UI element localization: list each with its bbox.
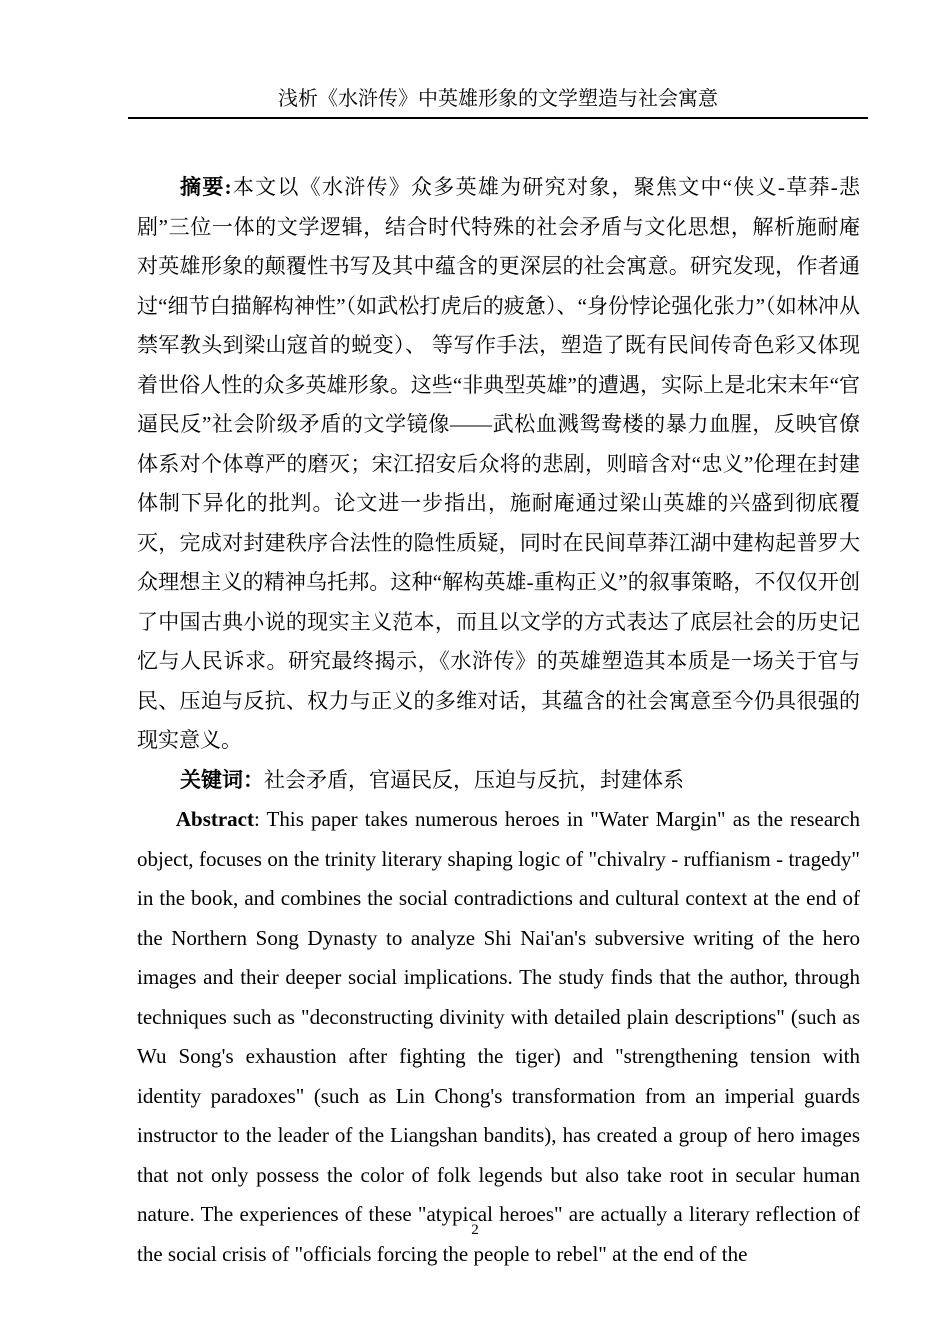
abstract-cn-paragraph [137,168,860,761]
page-number [0,1222,950,1239]
keywords-line [137,761,860,801]
keywords-label: 关键词： [180,767,265,792]
running-head [128,86,868,119]
abstract-en-label: Abstract [175,807,254,831]
page-body [137,168,860,1274]
running-head-title: 浅析《水浒传》中英雄形象的文学塑造与社会寓意 [278,88,718,110]
abstract-cn-text: 本文以《水浒传》众多英雄为研究对象，聚焦文中“侠义-草莽-悲剧”三位一体的文学逻辑，结合时代特殊的社会矛盾与文化思想，解析施耐庵对英雄形象的颠覆性书写及其中蕴含的更深层的社会寓意。研究发现，作者通过“细节白描解构神性”（如武松打虎后的疲惫）、“身份悖论强化张力”（如林冲从禁军教头到梁山寇首的蜕变）、 等写作手法，塑造了既有民间传奇色彩又体现着世俗人性的众多英雄形象。这些“非典型英雄”的遭遇，实际上是北宋末年“官逼民反”社会阶级矛盾的文学镜像——武松血溅鸳鸯楼的暴力血腥，反映官僚体系对个体尊严的磨灭；宋江招安后众将的悲剧，则暗含对“忠义”伦理在封建体制下异化的批判。论文进一步指出，施耐庵通过梁山英雄的兴盛到彻底覆灭，完成对封建秩序合法性的隐性质疑，同时在民间草莽江湖中建构起普罗大众理想主义的精神乌托邦。这种“解构英雄-重构正义”的叙事策略，不仅仅开创了中国古典小说的现实主义范本，而且以文学的方式表达了底层社会的历史记忆与人民诉求。研究最终揭示，《水浒传》的英雄塑造其本质是一场关于官与民、压迫与反抗、权力与正义的多维对话，其蕴含的社会寓意至今仍具很强的现实意义。 [137,175,860,752]
page-number-value: 2 [471,1222,479,1238]
abstract-cn-label: 摘要: [180,175,232,199]
abstract-en-paragraph [137,800,860,1274]
abstract-en-text: : This paper takes numerous heroes in "Water Margin" as the research object, focuses on the trinity literary shaping logic of "chivalry - ruffianism - tragedy" in the book, and combines the social contradictions and cultural context at the end of the Northern Song Dynasty to analyze Shi Nai'an's subversive writing of the hero images and their deeper social implications. The study finds that the author, through techniques such as "deconstructing divinity with detailed plain descriptions" (such as Wu Song's exhaustion after fighting the tiger) and "strengthening tension with identity paradoxes" (such as Lin Chong's transformation from an imperial guards instructor to the leader of the Liangshan bandits), has created a group of hero images that not only possess the color of folk legends but also take root in secular human nature. The experiences of these "atypical heroes" are actually a literary reflection of the social crisis of "officials forcing the people to rebel" at the end of the [137,807,860,1266]
keywords-text: 社会矛盾，官逼民反，压迫与反抗，封建体系 [264,767,685,792]
